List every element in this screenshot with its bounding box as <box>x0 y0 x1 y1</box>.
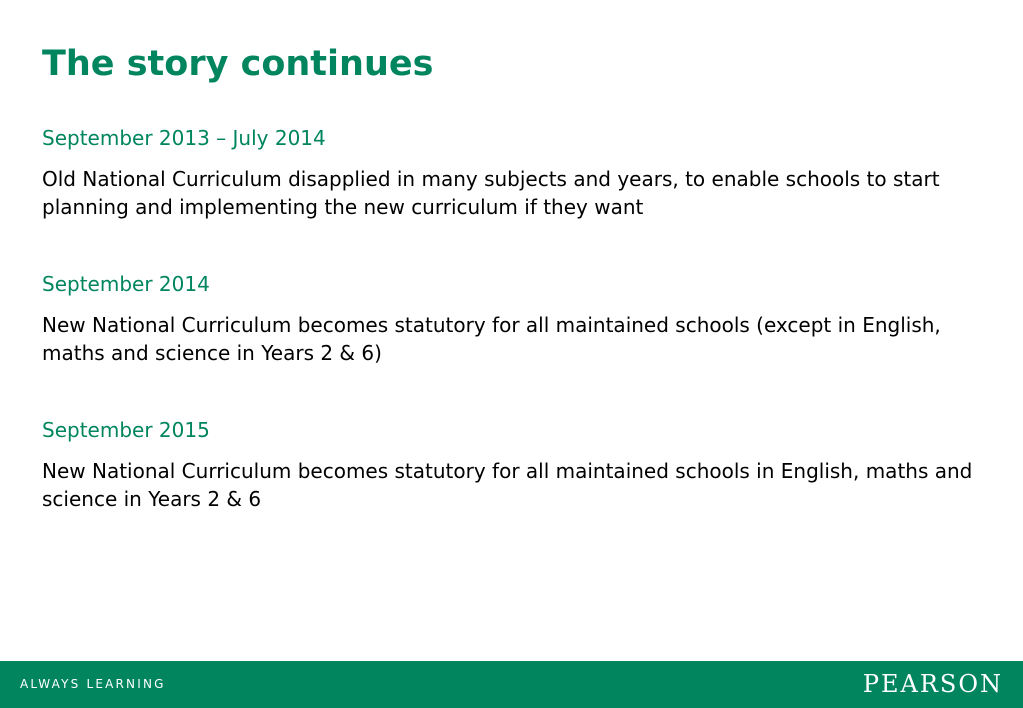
timeline-section <box>42 416 992 513</box>
timeline-section <box>42 270 992 367</box>
timeline-section <box>42 124 992 221</box>
section-heading: September 2014 <box>42 272 210 296</box>
section-body: New National Curriculum becomes statutory for all maintained schools (except in English, maths and science in Years 2 & 6) <box>42 313 941 365</box>
slide-title: The story continues <box>42 44 434 84</box>
section-body: Old National Curriculum disapplied in many subjects and years, to enable schools to start planning and implementing the new curriculum if they want <box>42 167 940 219</box>
section-heading: September 2013 – July 2014 <box>42 126 326 150</box>
section-body: New National Curriculum becomes statutory for all maintained schools in English, maths and science in Years 2 & 6 <box>42 459 973 511</box>
footer-bar <box>0 661 1023 708</box>
section-heading: September 2015 <box>42 418 210 442</box>
footer-tagline: ALWAYS LEARNING <box>20 677 166 691</box>
slide-content <box>42 124 992 562</box>
pearson-logo: PEARSON <box>862 670 1003 698</box>
